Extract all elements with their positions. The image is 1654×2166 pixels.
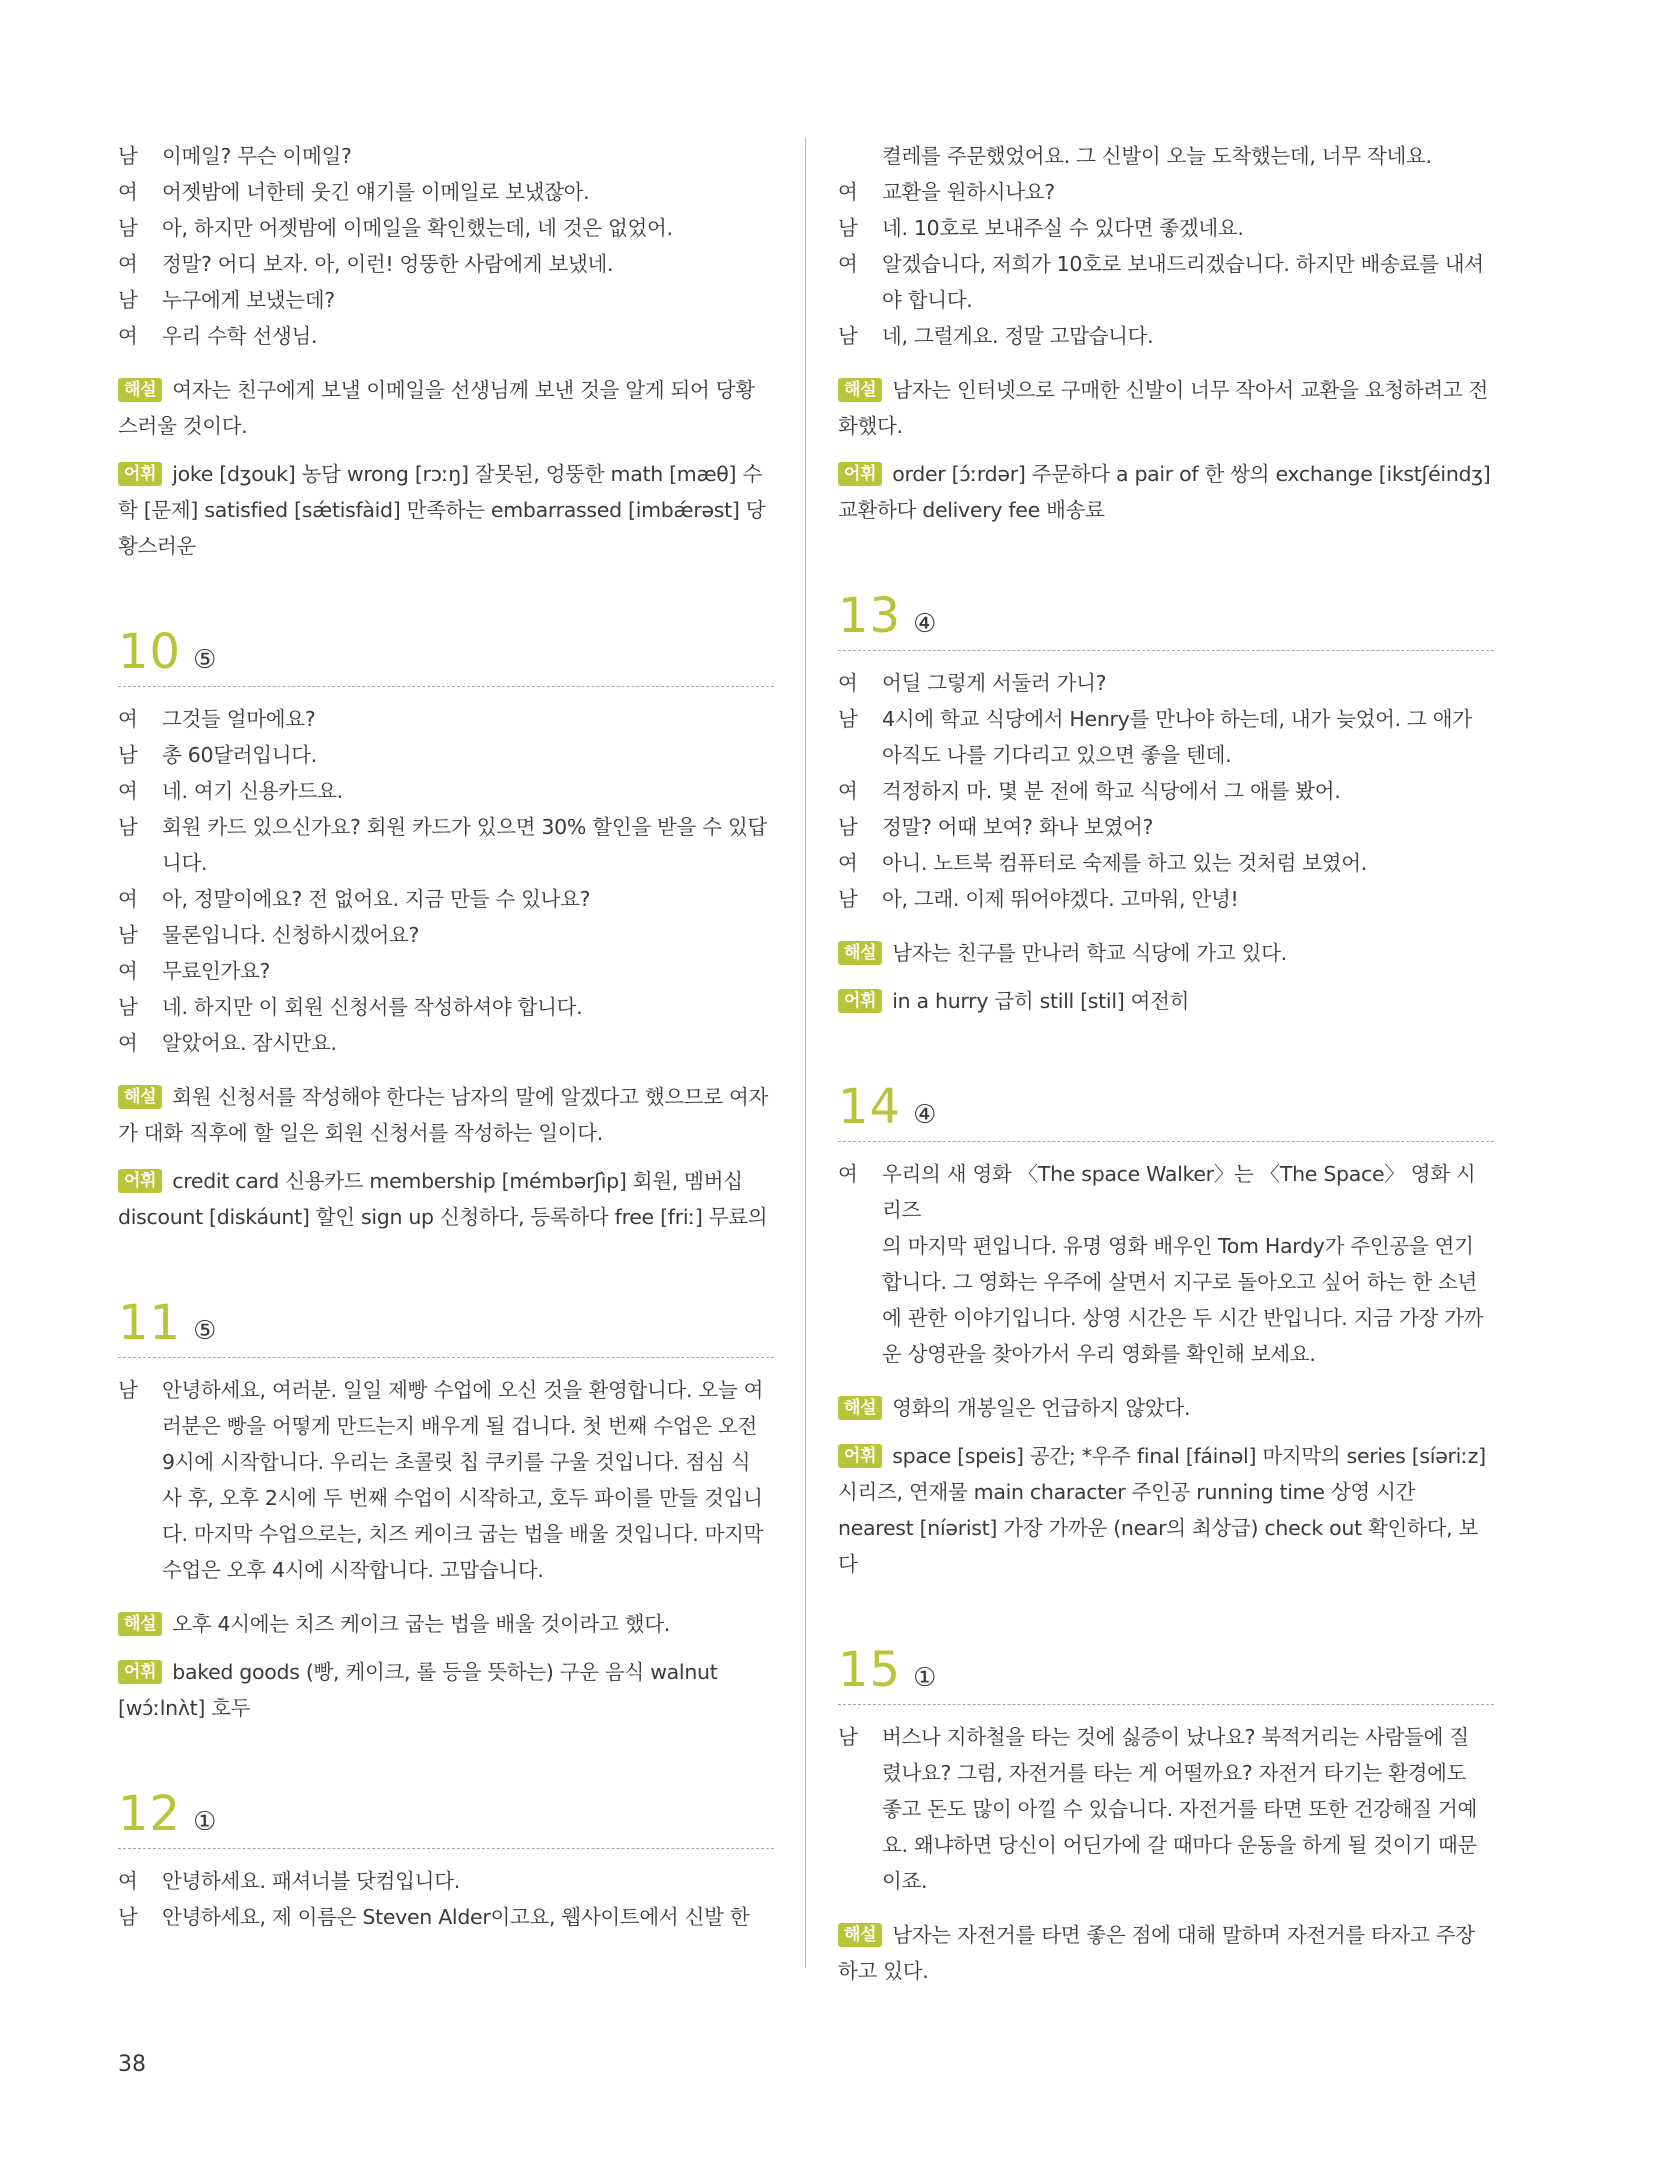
dialogue-line [838, 701, 1494, 737]
question-number: 11 [118, 1295, 182, 1351]
dialogue-line [118, 917, 774, 953]
dialogue-text: 수업은 오후 4시에 시작합니다. 고맙습니다. [162, 1558, 544, 1582]
dialogue-text: 좋고 돈도 많이 아낄 수 있습니다. 자전거를 타면 또한 건강해질 거예 [882, 1797, 1477, 1821]
dialogue-line [838, 174, 1494, 210]
speaker: 남 [118, 216, 138, 240]
speaker: 여 [118, 324, 138, 348]
question-header-12 [118, 1786, 774, 1849]
dialogue-line [838, 1228, 1494, 1264]
speaker: 남 [838, 815, 858, 839]
speaker: 남 [838, 1725, 858, 1749]
dialogue [118, 1372, 774, 1588]
explanation-text: 영화의 개봉일은 언급하지 않았다. [892, 1396, 1191, 1420]
dialogue-line [118, 845, 774, 881]
question-answer: ① [193, 1807, 217, 1837]
dialogue-line [838, 881, 1494, 917]
question-header-11 [118, 1295, 774, 1358]
speaker: 남 [118, 743, 138, 767]
speaker: 여 [838, 851, 858, 875]
dialogue-text: 아, 그래. 이제 뛰어야겠다. 고마워, 안녕! [882, 887, 1239, 911]
explanation-text: 회원 신청서를 작성해야 한다는 남자의 말에 알겠다고 했으므로 여자가 대화 직후에 할 일은 회원 신청서를 작성하는 일이다. [118, 1085, 769, 1145]
speaker: 여 [118, 887, 138, 911]
question-answer: ① [913, 1663, 937, 1693]
dialogue-line [118, 989, 774, 1025]
speaker: 여 [118, 180, 138, 204]
speaker: 여 [118, 1869, 138, 1893]
dialogue-text: 아, 하지만 어젯밤에 이메일을 확인했는데, 네 것은 없었어. [162, 216, 673, 240]
dialogue-text: 무료인가요? [162, 959, 271, 983]
dialogue-text: 의 마지막 편입니다. 유명 영화 배우인 Tom Hardy가 주인공을 연기 [882, 1234, 1474, 1258]
dialogue-line [838, 1336, 1494, 1372]
dialogue-line [118, 1552, 774, 1588]
dialogue-text: 정말? 어디 보자. 아, 이런! 엉뚱한 사람에게 보냈네. [162, 252, 614, 276]
vocabulary-text: in a hurry 급히 still [stil] 여전히 [892, 989, 1190, 1013]
dialogue-line [118, 881, 774, 917]
question-answer: ④ [913, 609, 937, 639]
dialogue-line [118, 1863, 774, 1899]
question-number: 15 [838, 1642, 902, 1698]
dialogue-text: 야 합니다. [882, 288, 973, 312]
explanation-text: 남자는 자전거를 타면 좋은 점에 대해 말하며 자전거를 타자고 주장하고 있다. [838, 1923, 1475, 1983]
dialogue-line [838, 246, 1494, 282]
dialogue-line [838, 1827, 1494, 1863]
dialogue-text: 아, 정말이에요? 전 없어요. 지금 만들 수 있나요? [162, 887, 591, 911]
dialogue-line [838, 282, 1494, 318]
explain-tag: 해설 [838, 378, 882, 402]
speaker: 여 [118, 252, 138, 276]
explanation [838, 1390, 1494, 1426]
dialogue-text: 이죠. [882, 1869, 928, 1893]
dialogue-line [118, 246, 774, 282]
dialogue-text: 아니. 노트북 컴퓨터로 숙제를 하고 있는 것처럼 보였어. [882, 851, 1368, 875]
dialogue-text: 어딜 그렇게 서둘러 가니? [882, 671, 1107, 695]
question-header-14 [838, 1079, 1494, 1142]
dialogue-line [838, 1755, 1494, 1791]
dialogue-line [118, 737, 774, 773]
speaker: 여 [838, 252, 858, 276]
vocab-tag: 어휘 [118, 1660, 162, 1684]
dialogue [118, 138, 774, 354]
dialogue-line [838, 1791, 1494, 1827]
dialogue-text: 아직도 나를 기다리고 있으면 좋을 텐데. [882, 743, 1232, 767]
dialogue-line [118, 1444, 774, 1480]
column-divider [805, 138, 806, 1968]
speaker: 남 [838, 887, 858, 911]
vocabulary [838, 456, 1494, 528]
question-header-10 [118, 624, 774, 687]
speaker: 남 [118, 995, 138, 1019]
page-number: 38 [118, 2052, 146, 2077]
dialogue-text: 합니다. 그 영화는 우주에 살면서 지구로 돌아오고 싶어 하는 한 소년 [882, 1270, 1477, 1294]
dialogue [838, 138, 1494, 354]
dialogue-text: 버스나 지하철을 타는 것에 싫증이 났나요? 북적거리는 사람들에 질 [882, 1725, 1469, 1749]
explanation [118, 372, 774, 444]
dialogue-text: 켤레를 주문했었어요. 그 신발이 오늘 도착했는데, 너무 작네요. [882, 144, 1432, 168]
dialogue-line [838, 1863, 1494, 1899]
dialogue-text: 네. 10호로 보내주실 수 있다면 좋겠네요. [882, 216, 1244, 240]
dialogue-text: 9시에 시작합니다. 우리는 초콜릿 칩 쿠키를 구울 것입니다. 점심 식 [162, 1450, 751, 1474]
dialogue-line [118, 1899, 774, 1935]
dialogue-line [838, 1719, 1494, 1755]
dialogue-text: 안녕하세요, 제 이름은 Steven Alder이고요, 웹사이트에서 신발 한 [162, 1905, 750, 1929]
question-answer: ⑤ [193, 1316, 217, 1346]
explain-tag: 해설 [118, 1085, 162, 1109]
dialogue-text: 니다. [162, 851, 208, 875]
dialogue-line [838, 1156, 1494, 1228]
dialogue-line [118, 1025, 774, 1061]
vocab-tag: 어휘 [838, 989, 882, 1013]
speaker: 남 [838, 324, 858, 348]
explain-tag: 해설 [118, 1612, 162, 1636]
vocabulary [118, 1654, 774, 1726]
question-number: 13 [838, 588, 902, 644]
dialogue-text: 우리의 새 영화 〈The space Walker〉는 〈The Space〉 영화 시리즈 [882, 1162, 1476, 1222]
speaker: 여 [838, 1162, 858, 1186]
dialogue-line [118, 809, 774, 845]
vocabulary [838, 983, 1494, 1019]
explanation [838, 372, 1494, 444]
dialogue-text: 렸나요? 그럼, 자전거를 타는 게 어떨까요? 자전거 타기는 환경에도 [882, 1761, 1467, 1785]
dialogue-line [838, 737, 1494, 773]
question-number: 10 [118, 624, 182, 680]
speaker: 여 [838, 180, 858, 204]
speaker: 남 [118, 144, 138, 168]
dialogue-text: 알겠습니다, 저희가 10호로 보내드리겠습니다. 하지만 배송료를 내셔 [882, 252, 1484, 276]
dialogue-line [838, 210, 1494, 246]
dialogue-text: 러분은 빵을 어떻게 만드는지 배우게 될 겁니다. 첫 번째 수업은 오전 [162, 1414, 757, 1438]
dialogue-text: 이메일? 무슨 이메일? [162, 144, 352, 168]
dialogue-line [118, 1516, 774, 1552]
vocabulary [118, 1163, 774, 1235]
dialogue-text: 사 후, 오후 2시에 두 번째 수업이 시작하고, 호두 파이를 만들 것입니 [162, 1486, 763, 1510]
speaker: 여 [118, 1031, 138, 1055]
dialogue-text: 4시에 학교 식당에서 Henry를 만나야 하는데, 내가 늦었어. 그 애가 [882, 707, 1472, 731]
dialogue-text: 네, 그럴게요. 정말 고맙습니다. [882, 324, 1154, 348]
dialogue-line [838, 773, 1494, 809]
dialogue-line [118, 701, 774, 737]
question-answer: ④ [913, 1100, 937, 1130]
dialogue-line [838, 318, 1494, 354]
vocabulary [118, 456, 774, 564]
explain-tag: 해설 [118, 378, 162, 402]
vocabulary-text: space [speis] 공간; *우주 final [fáinəl] 마지막의 series [síəriːz] 시리즈, 연재물 main character 주인공 running time 상영 시간 nearest [níərist] 가장 가까운 (near의 최상급) check out 확인하다, 보다 [838, 1444, 1486, 1576]
dialogue-line [118, 282, 774, 318]
dialogue-line [118, 318, 774, 354]
dialogue-text: 안녕하세요, 여러분. 일일 제빵 수업에 오신 것을 환영합니다. 오늘 여 [162, 1378, 764, 1402]
explanation [838, 1917, 1494, 1989]
speaker: 여 [118, 779, 138, 803]
dialogue [118, 1863, 774, 1935]
dialogue-text: 네. 여기 신용카드요. [162, 779, 343, 803]
speaker: 여 [838, 779, 858, 803]
dialogue-text: 다. 마지막 수업으로는, 치즈 케이크 굽는 법을 배울 것입니다. 마지막 [162, 1522, 764, 1546]
dialogue-line [838, 809, 1494, 845]
dialogue-text: 물론입니다. 신청하시겠어요? [162, 923, 420, 947]
explanation [118, 1606, 774, 1642]
vocab-tag: 어휘 [838, 462, 882, 486]
explanation-text: 남자는 친구를 만나러 학교 식당에 가고 있다. [892, 941, 1287, 965]
dialogue-line [118, 953, 774, 989]
dialogue-line [118, 1480, 774, 1516]
dialogue [118, 701, 774, 1061]
dialogue-line [118, 174, 774, 210]
dialogue-line [118, 138, 774, 174]
dialogue-text: 운 상영관을 찾아가서 우리 영화를 확인해 보세요. [882, 1342, 1316, 1366]
speaker: 남 [118, 1905, 138, 1929]
dialogue-text: 우리 수학 선생님. [162, 324, 318, 348]
dialogue-text: 걱정하지 마. 몇 분 전에 학교 식당에서 그 애를 봤어. [882, 779, 1341, 803]
speaker: 여 [118, 959, 138, 983]
dialogue [838, 665, 1494, 917]
vocabulary [838, 1438, 1494, 1582]
dialogue-line [118, 1408, 774, 1444]
dialogue-line [118, 1372, 774, 1408]
vocab-tag: 어휘 [118, 462, 162, 486]
dialogue-text: 그것들 얼마에요? [162, 707, 316, 731]
speaker: 남 [118, 1378, 138, 1402]
dialogue-text: 알았어요. 잠시만요. [162, 1031, 337, 1055]
vocab-tag: 어휘 [118, 1169, 162, 1193]
explanation-text: 오후 4시에는 치즈 케이크 굽는 법을 배울 것이라고 했다. [172, 1612, 671, 1636]
dialogue-line [838, 845, 1494, 881]
question-header-15 [838, 1642, 1494, 1705]
dialogue-line [838, 665, 1494, 701]
question-number: 14 [838, 1079, 902, 1135]
explanation [118, 1079, 774, 1151]
explanation-text: 남자는 인터넷으로 구매한 신발이 너무 작아서 교환을 요청하려고 전화했다. [838, 378, 1489, 438]
explain-tag: 해설 [838, 1396, 882, 1420]
dialogue-text: 회원 카드 있으신가요? 회원 카드가 있으면 30% 할인을 받을 수 있답 [162, 815, 767, 839]
vocabulary-text: baked goods (빵, 케이크, 롤 등을 뜻하는) 구운 음식 walnut [wɔ́ːlnʌ̀t] 호두 [118, 1660, 718, 1720]
left-column [118, 138, 774, 1935]
dialogue-text: 총 60달러입니다. [162, 743, 317, 767]
question-answer: ⑤ [193, 645, 217, 675]
dialogue-text: 정말? 어때 보여? 화나 보였어? [882, 815, 1154, 839]
vocabulary-text: order [ɔ́ːrdər] 주문하다 a pair of 한 쌍의 exchange [ikstʃéindʒ] 교환하다 delivery fee 배송료 [838, 462, 1491, 522]
dialogue-text: 교환을 원하시나요? [882, 180, 1055, 204]
explain-tag: 해설 [838, 941, 882, 965]
dialogue-text: 에 관한 이야기입니다. 상영 시간은 두 시간 반입니다. 지금 가장 가까 [882, 1306, 1484, 1330]
dialogue-line [118, 210, 774, 246]
question-header-13 [838, 588, 1494, 651]
dialogue-text: 네. 하지만 이 회원 신청서를 작성하셔야 합니다. [162, 995, 583, 1019]
speaker: 남 [118, 288, 138, 312]
dialogue [838, 1156, 1494, 1372]
question-number: 12 [118, 1786, 182, 1842]
explanation [838, 935, 1494, 971]
dialogue [838, 1719, 1494, 1899]
explanation-text: 여자는 친구에게 보낼 이메일을 선생님께 보낸 것을 알게 되어 당황스러울 것이다. [118, 378, 755, 438]
dialogue-text: 누구에게 보냈는데? [162, 288, 335, 312]
vocabulary-text: joke [dʒouk] 농담 wrong [rɔːŋ] 잘못된, 엉뚱한 math [mæθ] 수학 [문제] satisfied [sǽtisfàid] 만족하는 embarrassed [imbǽrəst] 당황스러운 [118, 462, 766, 558]
speaker: 여 [838, 671, 858, 695]
speaker: 남 [838, 707, 858, 731]
vocabulary-text: credit card 신용카드 membership [mémbərʃìp] 회원, 멤버십 discount [diskáunt] 할인 sign up 신청하다, 등록하다 free [friː] 무료의 [118, 1169, 768, 1229]
dialogue-text: 안녕하세요. 패셔너블 닷컴입니다. [162, 1869, 460, 1893]
speaker: 남 [118, 815, 138, 839]
dialogue-line [838, 1264, 1494, 1300]
speaker: 남 [118, 923, 138, 947]
dialogue-line [838, 1300, 1494, 1336]
right-column [838, 138, 1494, 1989]
dialogue-line [838, 138, 1494, 174]
speaker: 여 [118, 707, 138, 731]
dialogue-text: 요. 왜냐하면 당신이 어딘가에 갈 때마다 운동을 하게 될 것이기 때문 [882, 1833, 1477, 1857]
explain-tag: 해설 [838, 1923, 882, 1947]
dialogue-line [118, 773, 774, 809]
speaker: 남 [838, 216, 858, 240]
dialogue-text: 어젯밤에 너한테 웃긴 얘기를 이메일로 보냈잖아. [162, 180, 590, 204]
vocab-tag: 어휘 [838, 1444, 882, 1468]
